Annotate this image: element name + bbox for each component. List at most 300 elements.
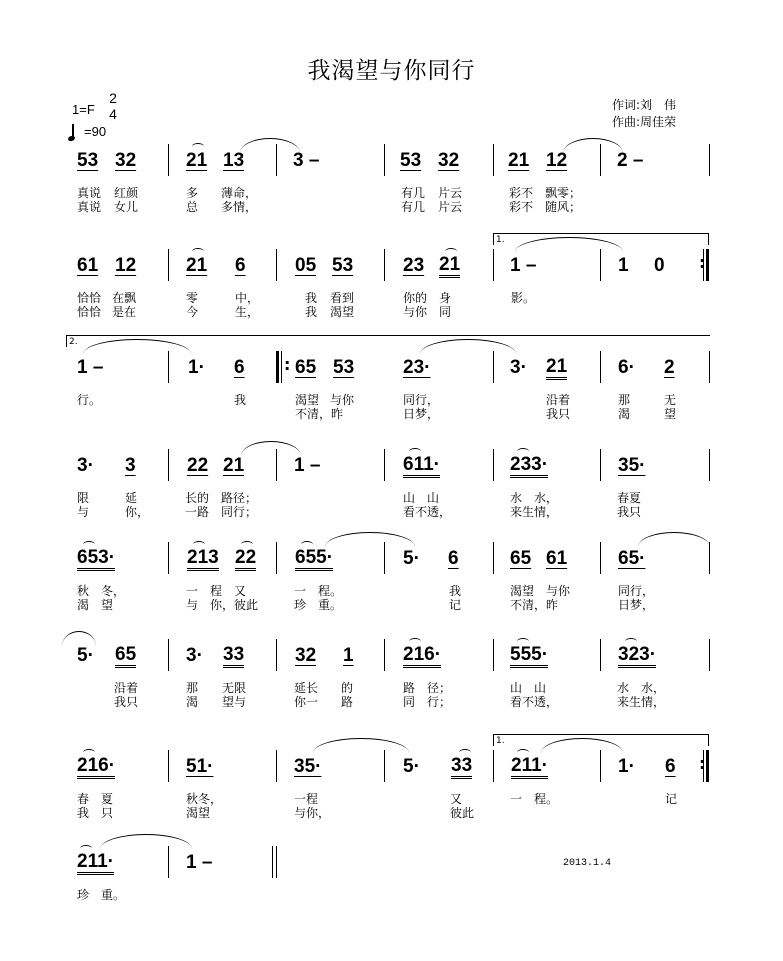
lyric-verse-2: 我只 (546, 407, 571, 421)
barline (168, 639, 169, 671)
grace-slur (409, 638, 421, 645)
barline (276, 750, 277, 782)
note-group: 1 – (510, 255, 537, 276)
note-group: 35· (618, 455, 646, 476)
barline (276, 249, 277, 281)
end-repeat-barline (703, 249, 709, 281)
lyric-verse-2: 总 (186, 200, 199, 214)
note-group: 65 (115, 645, 136, 668)
lyric-verse-2: 我只 (114, 695, 139, 709)
note-group: 1 (618, 255, 629, 276)
note-group: 555· (510, 645, 548, 668)
start-repeat-barline (276, 351, 282, 383)
slur-arc (241, 441, 301, 456)
final-barline (272, 846, 277, 878)
lyric-verse-1: 在飘 (112, 291, 137, 305)
note-group: 216· (77, 756, 115, 779)
note-group: 12 (546, 150, 568, 171)
lyric-cell (77, 584, 125, 612)
lyric-verse-2: 与你， (294, 806, 331, 820)
lyric-cell (186, 291, 198, 319)
lyric-cell (294, 792, 330, 820)
lyric-verse-1: 行。 (77, 393, 102, 407)
barline (600, 542, 601, 574)
lyric-cell (294, 681, 318, 709)
note-group: 6 (665, 756, 676, 777)
barline (168, 351, 169, 383)
barline (384, 449, 385, 481)
lyric-cell (221, 491, 257, 519)
lyric-cell (77, 291, 101, 319)
lyric-verse-1: 延长 (294, 681, 319, 695)
slur-arc (240, 138, 300, 153)
note-group: 32 (295, 645, 317, 666)
lyric-verse-1: 秋 冬， (77, 584, 126, 598)
lyric-verse-2: 望 (664, 407, 677, 421)
lyric-verse-1: 你的 (403, 291, 428, 305)
note-group: 233· (510, 455, 548, 478)
grace-slur (192, 248, 204, 255)
lyric-verse-1: 有几 (401, 186, 426, 200)
lyric-verse-1: 路径； (221, 491, 258, 505)
note-group: 6 (234, 357, 245, 378)
lyric-cell (186, 584, 258, 612)
time-signature-bottom: 4 (109, 106, 117, 122)
lyric-cell (450, 792, 474, 820)
lyric-verse-2: 随风； (545, 200, 582, 214)
lyric-cell (403, 291, 427, 319)
lyric-verse-1: 彩不 (509, 186, 534, 200)
lyric-verse-1: 的 (341, 681, 354, 695)
lyric-cell (618, 393, 630, 421)
lyric-cell (546, 393, 570, 421)
lyric-cell (330, 291, 354, 319)
lyric-verse-2: 彼此 (450, 806, 475, 820)
barline (600, 750, 601, 782)
lyric-verse-1: 延 (125, 491, 138, 505)
lyric-cell (664, 393, 676, 421)
note-group: 53 (332, 255, 354, 276)
lyric-verse-1: 沿着 (114, 681, 139, 695)
volta-bracket: 2. (66, 335, 710, 347)
grace-slur (517, 448, 529, 455)
slur-arc (563, 138, 623, 153)
note-group: 1· (618, 756, 635, 777)
barline (168, 144, 169, 176)
lyric-verse-1: 中， (235, 291, 260, 305)
note-group: 3· (510, 357, 527, 378)
barline (600, 449, 601, 481)
end-repeat-barline (703, 750, 709, 782)
staff-row (0, 337, 783, 421)
note-group: 23 (403, 255, 425, 276)
lyric-verse-1: 恰恰 (77, 291, 102, 305)
barline (709, 449, 710, 481)
lyric-verse-2: 日梦， (618, 598, 655, 612)
staff-row (0, 150, 783, 214)
note-group: 211· (77, 852, 114, 875)
note-group: 5· (403, 756, 420, 777)
lyric-verse-2: 是在 (112, 305, 137, 319)
lyric-cell (222, 681, 246, 709)
lyric-verse-2: 恰恰 (77, 305, 102, 319)
lyric-cell (185, 491, 209, 519)
time-signature-top: 2 (109, 90, 117, 106)
lyric-cell (341, 681, 353, 709)
lyric-cell (235, 291, 259, 319)
lyric-verse-2: 渴 (186, 695, 199, 709)
lyric-verse-2: 与 (77, 505, 90, 519)
lyric-verse-2: 看不透， (403, 505, 452, 519)
lyric-verse-1: 春夏 (617, 491, 642, 505)
barline (276, 639, 277, 671)
barline (384, 750, 385, 782)
slur-arc (100, 834, 192, 849)
staff-row (0, 736, 783, 820)
lyric-cell (77, 888, 125, 902)
lyric-verse-2: 来生情， (617, 695, 666, 709)
barline (493, 639, 494, 671)
grace-slur (445, 248, 457, 255)
barline (168, 750, 169, 782)
note-group: 53 (77, 150, 99, 171)
lyric-verse-2: 同行； (221, 505, 258, 519)
key-signature: 1=F (72, 102, 95, 117)
lyric-verse-1: 珍 重。 (77, 888, 126, 902)
lyric-verse-2: 我 只 (77, 806, 114, 820)
lyric-cell (511, 291, 535, 305)
barline (384, 144, 385, 176)
lyric-cell (77, 491, 89, 519)
lyric-verse-1: 无限 (222, 681, 247, 695)
lyric-verse-2: 看不透， (510, 695, 559, 709)
barline (168, 249, 169, 281)
lyric-verse-2: 日梦， (403, 407, 440, 421)
lyric-cell (449, 584, 461, 612)
lyric-cell (617, 681, 665, 709)
lyric-verse-1: 那 (618, 393, 631, 407)
lyric-cell (305, 291, 317, 319)
note-group: 21 (223, 455, 245, 476)
note-group: 33 (223, 645, 244, 668)
lyric-cell (77, 792, 113, 820)
lyric-cell (439, 291, 451, 319)
barline (384, 249, 385, 281)
lyric-cell (403, 681, 451, 709)
lyric-verse-2: 真说 (77, 200, 102, 214)
barline (493, 144, 494, 176)
barline (384, 639, 385, 671)
note-group: 22 (235, 548, 256, 571)
lyric-verse-2: 渴 望 (77, 598, 114, 612)
lyric-verse-2: 来生情， (510, 505, 559, 519)
barline (600, 639, 601, 671)
lyric-cell (510, 491, 558, 519)
lyric-cell (403, 491, 451, 519)
barline (709, 144, 710, 176)
lyric-verse-2: 我 (305, 305, 318, 319)
lyric-verse-2: 渴 (618, 407, 631, 421)
lyric-verse-1: 多 (186, 186, 199, 200)
lyric-verse-1: 真说 (77, 186, 102, 200)
lyric-cell (617, 491, 641, 519)
note-group: 3· (186, 645, 203, 666)
lyric-cell (77, 393, 101, 407)
lyric-verse-2: 与你 (403, 305, 428, 319)
lyric-verse-1: 红颜 (114, 186, 139, 200)
barline (709, 639, 710, 671)
barline (168, 449, 169, 481)
note-group: 1 – (294, 455, 321, 476)
lyric-verse-2: 同 (439, 305, 452, 319)
lyric-verse-1: 路 径； (403, 681, 452, 695)
lyric-verse-2: 与 你，彼此 (186, 598, 259, 612)
lyric-cell (114, 186, 138, 214)
note-group: 216· (403, 645, 441, 668)
grace-slur (241, 541, 253, 548)
note-group: 51· (186, 756, 214, 777)
note-group: 12 (115, 255, 137, 276)
slur-arc (62, 631, 96, 646)
grace-slur (409, 448, 421, 455)
note-group: 323· (618, 645, 656, 668)
end-repeat-dots: : (699, 253, 706, 272)
lyric-verse-2: 你， (125, 505, 150, 519)
barline (493, 249, 494, 281)
lyric-cell (186, 186, 198, 214)
grace-slur (625, 638, 637, 645)
lyric-verse-1: 水 水， (617, 681, 666, 695)
lyric-cell (510, 681, 558, 709)
note-group: 61 (546, 548, 568, 569)
lyric-cell (234, 393, 246, 407)
lyric-verse-1: 影。 (511, 291, 536, 305)
lyric-verse-1: 那 (186, 681, 199, 695)
credits (612, 97, 676, 131)
barline (493, 449, 494, 481)
time-signature (106, 90, 120, 122)
note-group: 1 (343, 645, 354, 666)
barline (600, 351, 601, 383)
note-group: 23· (403, 357, 431, 378)
lyric-verse-1: 春 夏 (77, 792, 114, 806)
slur-arc (313, 738, 409, 753)
end-repeat-dots: : (699, 754, 706, 773)
note-group: 2 – (617, 150, 644, 171)
lyric-verse-2: 多情， (221, 200, 258, 214)
note-group: 21 (508, 150, 530, 171)
note-group: 13 (223, 150, 245, 171)
lyric-verse-1: 水 水， (510, 491, 559, 505)
note-group: 1 – (77, 357, 104, 378)
barline (168, 542, 169, 574)
barline (168, 846, 169, 878)
lyric-verse-1: 长的 (185, 491, 210, 505)
lyric-verse-1: 又 (450, 792, 463, 806)
note-group: 6 (448, 548, 459, 569)
note-group: 5· (403, 548, 420, 569)
note-group: 5· (77, 645, 94, 666)
note-group: 653· (77, 548, 115, 571)
note-group: 21 (186, 150, 208, 171)
lyric-cell (665, 792, 677, 806)
barline (493, 542, 494, 574)
barline (709, 351, 710, 383)
lyric-cell (114, 681, 138, 709)
lyric-verse-1: 薄命， (221, 186, 258, 200)
slur-arc (638, 532, 710, 547)
note-group: 1· (188, 357, 205, 378)
barline (276, 542, 277, 574)
lyric-verse-2: 珍 重。 (294, 598, 343, 612)
lyric-verse-2: 同 行； (403, 695, 452, 709)
song-title: 我渴望与你同行 (307, 58, 476, 84)
lyric-verse-2: 不清，昨 (510, 598, 559, 612)
note-group: 1 – (186, 852, 213, 873)
note-group: 53 (400, 150, 422, 171)
grace-slur (83, 749, 95, 756)
lyric-verse-2: 渴望 (330, 305, 355, 319)
lyric-cell (186, 792, 222, 820)
lyric-cell (509, 186, 533, 214)
note-group: 21 (186, 255, 208, 276)
grace-slur (80, 845, 92, 852)
note-group: 53 (333, 357, 355, 378)
lyric-verse-1: 山 山 (510, 681, 547, 695)
note-group: 6 (235, 255, 246, 276)
lyric-verse-1: 一 程。 (294, 584, 343, 598)
lyric-verse-1: 限 (77, 491, 90, 505)
lyric-verse-2: 你一 (294, 695, 319, 709)
lyric-verse-1: 渴望 (295, 393, 320, 407)
lyric-cell (112, 291, 136, 319)
lyric-verse-1: 身 (439, 291, 452, 305)
note-group: 3· (77, 455, 94, 476)
lyric-verse-2: 不清，昨 (295, 407, 344, 421)
lyric-verse-2: 女儿 (114, 200, 139, 214)
lyric-verse-1: 与你 (330, 393, 355, 407)
barline (493, 750, 494, 782)
lyric-verse-1: 无 (664, 393, 677, 407)
note-group: 611· (403, 455, 440, 478)
note-group: 05 (295, 255, 317, 276)
staff-row (0, 644, 783, 709)
lyric-verse-2: 片云 (438, 200, 463, 214)
lyric-verse-2: 渴望 (186, 806, 211, 820)
lyric-verse-1: 一 程 又 (186, 584, 247, 598)
lyric-verse-2: 生， (235, 305, 260, 319)
grace-slur (83, 541, 95, 548)
note-group: 32 (438, 150, 460, 171)
note-group: 3 (125, 455, 136, 476)
lyric-verse-2: 我只 (617, 505, 642, 519)
note-group: 35· (294, 756, 322, 777)
grace-slur (301, 541, 313, 548)
lyricist-credit: 作词:刘 伟 (612, 98, 677, 112)
grace-slur (517, 638, 529, 645)
lyric-verse-1: 片云 (438, 186, 463, 200)
lyric-verse-1: 秋冬， (186, 792, 223, 806)
lyric-verse-2: 路 (341, 695, 354, 709)
lyric-verse-2: 望与 (222, 695, 247, 709)
volta-bracket: 1. (493, 734, 709, 746)
note-group: 211· (511, 756, 548, 779)
barline (493, 351, 494, 383)
note-group: 3 – (293, 150, 320, 171)
note-group: 33 (451, 756, 472, 779)
staff-row (0, 852, 783, 912)
lyric-verse-2: 记 (449, 598, 462, 612)
lyric-cell (77, 186, 101, 214)
note-group: 65 (295, 357, 317, 378)
lyric-cell (330, 393, 354, 407)
lyric-verse-2: 今 (186, 305, 199, 319)
date-stamp: 2013.1.4 (563, 858, 612, 869)
note-group: 2 (664, 357, 675, 378)
note-group: 6· (618, 357, 635, 378)
lyric-verse-1: 渴望 与你 (510, 584, 571, 598)
lyric-cell (403, 393, 439, 421)
lyric-cell (510, 792, 558, 806)
note-group: 65 (510, 548, 532, 569)
lyric-verse-2: 彩不 (509, 200, 534, 214)
note-group: 655· (295, 548, 333, 571)
lyric-verse-1: 飘零； (545, 186, 582, 200)
lyric-verse-1: 同行， (403, 393, 440, 407)
lyric-verse-1: 沿着 (546, 393, 571, 407)
note-group: 21 (546, 357, 567, 380)
lyric-cell (221, 186, 257, 214)
lyric-cell (510, 584, 570, 612)
volta-bracket: 1. (493, 233, 709, 245)
note-group: 32 (115, 150, 137, 171)
lyric-cell (545, 186, 581, 214)
lyric-cell (618, 584, 654, 612)
grace-slur (459, 749, 471, 756)
lyric-verse-2: 一路 (185, 505, 210, 519)
slur-arc (325, 532, 415, 547)
lyric-cell (186, 681, 198, 709)
lyric-cell (438, 186, 462, 214)
lyric-verse-1: 我 (449, 584, 462, 598)
lyric-verse-1: 山 山 (403, 491, 440, 505)
note-group: 213 (187, 548, 219, 571)
quarter-note-icon (72, 124, 78, 139)
tempo-marking (72, 124, 106, 139)
lyric-cell (125, 491, 149, 519)
barline (600, 249, 601, 281)
note-group: 61 (77, 255, 99, 276)
lyric-verse-1: 记 (665, 792, 678, 806)
grace-slur (192, 143, 204, 150)
lyric-verse-1: 同行， (618, 584, 655, 598)
lyric-verse-1: 看到 (330, 291, 355, 305)
note-group: 65· (618, 548, 646, 569)
staff-row (0, 454, 783, 519)
lyric-verse-2: 有几 (401, 200, 426, 214)
lyric-verse-1: 零 (186, 291, 199, 305)
note-group: 0 (654, 255, 665, 276)
composer-credit: 作曲:周佳荣 (612, 115, 677, 129)
lyric-verse-1: 我 (305, 291, 318, 305)
note-group: 22 (187, 455, 209, 476)
lyric-verse-1: 我 (234, 393, 247, 407)
start-repeat-dots: : (284, 355, 291, 374)
lyric-verse-1: 一程 (294, 792, 319, 806)
lyric-verse-1: 一 程。 (510, 792, 559, 806)
tempo-value: =90 (84, 124, 107, 139)
note-group: 21 (439, 255, 460, 278)
